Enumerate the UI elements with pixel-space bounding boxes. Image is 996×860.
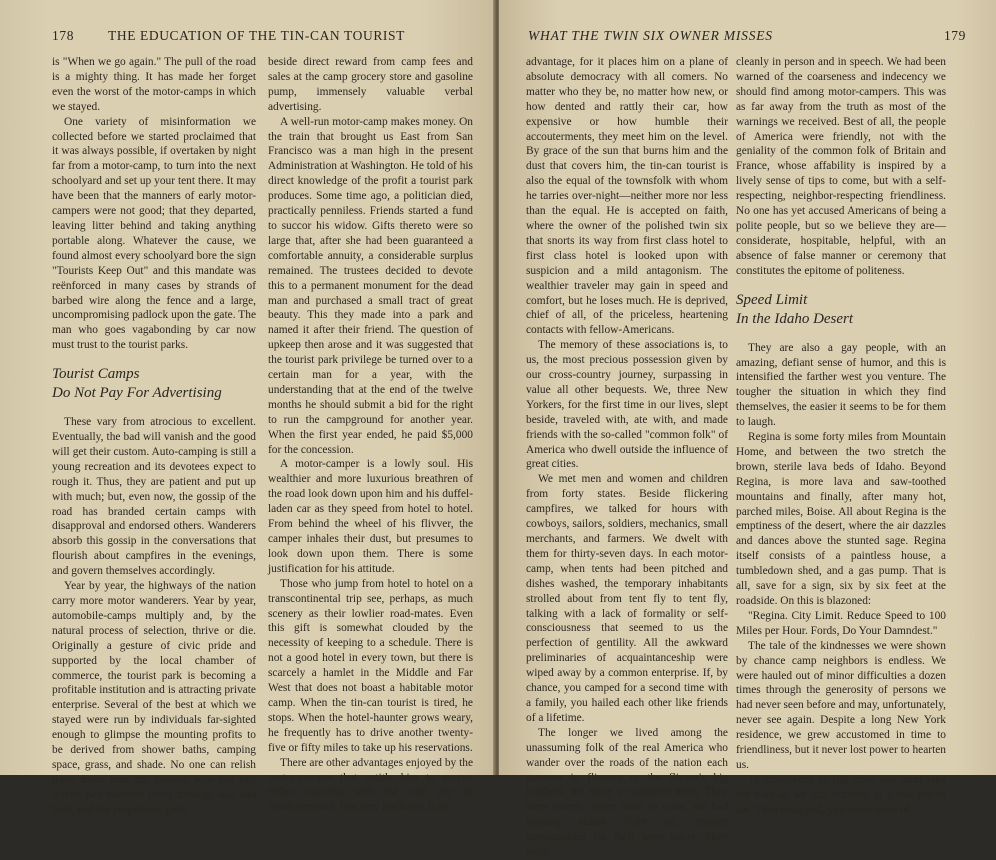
paragraph: "Regina. City Limit. Reduce Speed to 100 Miles per Hour. Fords, Do Your Damndest." [736,609,946,637]
paragraph: is "When we go again." The pull of the road is a mighty thing. It has made her forget even the worst of the motor-camps in which we stayed. [52,56,256,113]
paragraph: Regina is some forty miles from Mountain Home, and between the two stretch the brown, sterile lava beds of Idaho. Beyond Regina, is more lava and saw-toothed mountains and finally, after many hot, parched miles, Boise. All about Regina is the emptiness of the desert, where the air dazzles and dances above the stunted sage. Regina itself consists of a paintless house, a tumbledown shed, and a gas pump. That is all, save for a sign, six by six feet at the roadside. On this is blazoned: [736,431,946,607]
paragraph: The memory of these associations is, to us, the most precious possession given by our cross-country journey, surpassing in value all other bequests. We, three New Yorkers, for the first time in our lives, slept beside, traveled with, ate with, and made friends with the so-called "common folk" of America who dwell outside the influence of great cities. [526,339,728,471]
paragraph: To experience its full flow, one must take the road as we did, humbly, in a low-priced car. Thus equipped, you rouse none of [736,773,946,816]
left-column-2 [268,55,473,815]
paragraph: The longer we lived among the unassuming folk of the real America who wander over the roads of the nation each summer in flivvers or the flivver's big brothers, the more we admired them. They were honest. From coast to coast, we had nothing stolen from us, though opportunities for theft were many. They were [526,726,728,859]
paragraph: There are other advantages enjoyed by the motor-camper that entitle him to survey richer travelers with the cold eye of condescension. His very lowliness is an [268,756,473,814]
paragraph: Those who jump from hotel to hotel on a transcontinental trip see, perhaps, as much scenery as their lowlier road-mates. Even this gift is somewhat clouded by the necessity of keeping to a schedule. There is not a good hotel in every town, but there is scarcely a hamlet in the Middle and Far West that does not boast a habitable motor camp. When the tin-can tourist is tired, he stops. When the hotel-haunter grows weary, he frequently has to drive another twenty-five or fifty miles to take up his reservations. [268,577,473,754]
page-number: 179 [943,28,966,43]
right-page [499,0,996,859]
paragraph: We met men and women and children from forty states. Beside flickering campfires, we talked for hours with cowboys, sailors, soldiers, mechanics, small merchants, and farmers. We dwelt with them for thirty-seven days. In each motor-camp, when tents had been pitched and dishes washed, the temporary inhabitants strolled about from tent fly to tent fly, talking with a lack of formality or self-consciousness that seemed to us the perfection of gentility. All the awkward preliminaries of acquaintanceship were wiped away by a common enterprise. If, by chance, you camped for a second time with a family, you hailed each other like friends of a lifetime. [526,473,728,724]
paragraph: A motor-camper is a lowly soul. His wealthier and more luxurious breathren of the road look down upon him and his duffel-laden car as they speed from hotel to hotel. From behind the wheel of his flivver, the camper inhales their dust, but presumes to look down upon them. There is some justification for his attitude. [268,458,473,575]
left-page [0,0,495,816]
running-title: WHAT THE TWIN SIX OWNER MISSES [528,28,773,43]
paragraph: advantage, for it places him on a plane of absolute democracy with all comers. No matter who they be, no matter how new, or how dented and rattly their car, how expensive or how humble their accouterments, they meet him on the level. By grace of the sun that burns him and the dust that covers him, the tin-can tourist is also the equal of the townsfolk with whom he tarries over-night—neither more nor less than the equal. He is accepted on faith, where the owner of the polished twin six that snorts its way from first class hotel to first class hotel is looked upon with suspicion and a mild antagonism. The wealthier traveler may gain in speed and comfort, but he loses much. He is deprived, chief of all, of the priceless, heartening contacts with fellow-Americans. [526,56,728,337]
left-column-1 [52,55,256,818]
paragraph: beside direct reward from camp fees and sales at the camp grocery store and gasoline pump, immensely valuable verbal advertising. [268,56,473,113]
section-heading [52,365,256,403]
right-column-1 [526,55,728,860]
right-running-head [499,28,996,46]
paragraph: Year by year, the highways of the nation carry more motor wanderers. Year by year, automobile-camps multiply and, by the natural process of selection, thrive or die. Originally a gesture of civic pride and supported by the local chamber of commerce, the tourist park is becoming a profitable institution and is attracting private enterprise. Several of the best at which we stayed were run by individuals far-sighted enough to glimpse the mounting profits to be derived from shower baths, camping space, grass, and shade. No one can relish these more than the traveler who has just driven two hundred miles through dust and heat, and the proprietors gain, [52,580,256,816]
page-number: 178 [52,28,75,43]
section-heading-line: Speed Limit [736,291,808,308]
section-heading [736,291,946,329]
paragraph: These vary from atrocious to excellent. Eventually, the bad will vanish and the good will get their custom. Auto-camping is still a young recreation and its devotees expect to rough it. Thus, they are patient and put up with much; but, even now, the gossip of the road has branded certain camps with disapproval and endorsed others. Wanderers absorb this gossip in the conversations that flourish about campfires in the evenings, and govern themselves accordingly. [52,416,256,578]
left-running-head [0,28,495,46]
section-heading-line: Tourist Camps [52,366,140,383]
running-title: THE EDUCATION OF THE TIN-CAN TOURIST [108,28,405,43]
section-heading-line: In the Idaho Desert [736,310,854,327]
paragraph: The tale of the kindnesses we were shown by chance camp neighbors is endless. We were hauled out of minor difficulties a dozen times through the generosity of persons we had never seen before and may, unfortunately, never see again. Despite a long New York residence, we grew accustomed in time to friendliness, but it never lost power to hearten us. [736,639,946,771]
right-column-2 [736,55,946,818]
paragraph: cleanly in person and in speech. We had been warned of the coarseness and indecency we should find among motor-campers. This was as far away from the truth as most of the warnings we received. Best of all, the people of America were friendly, not with the geniality of the common folk of Britain and France, whose affability is inspired by a lively sense of tips to come, but with a self-respecting, neighbor-respecting friendliness. No one has yet accused Americans of being a polite people, but so we believe they are—considerate, hospitable, helpful, with an absence of false manner or ceremony that constitutes the epitome of politeness. [736,56,946,277]
section-heading-line: Do Not Pay For Advertising [52,385,222,402]
paragraph: One variety of misinformation we collected before we started proclaimed that it was always possible, if overtaken by night far from a motor-camp, to turn into the next schoolyard and set up your tent there. It may have been that the manners of early motor-campers were not good; that they departed, leaving litter behind and taking anything portable along. Whatever the cause, we found almost every schoolyard bore the sign "Tourists Keep Out" and this mandate was reënforced in many cases by strands of barbed wire along the fence and a large, uncompromising padlock upon the gate. The man who goes vagabonding by car now must trust to the tourist parks. [52,115,256,352]
paragraph: A well-run motor-camp makes money. On the train that brought us East from San Francisco was a man high in the present Administration at Washington. He told of his direct knowledge of the profit a tourist park produces. Some time ago, a politician died, practically penniless. Friends started a fund to succor his widow. Gifts thereto were so large that, after she had been guaranteed a comfortable annuity, a considerable surplus remained. The trustees decided to devote this to a permanent monument for the dead man and purchased a small tract of great beauty. This they made into a park and named it after their friend. The question of upkeep then arose and it was suggested that the tourist park privilege be turned over to a certain man for a year, with the understanding that at the end of the twelve months he should submit a bid for the right to run the campground for another year. When the first year ended, he paid $5,000 for the concession. [268,115,473,456]
paragraph: They are also a gay people, with an amazing, defiant sense of humor, and this is intensified the farther west you venture. The tougher the situation in which they find themselves, the easier it seems to be for them to laugh. [736,341,946,429]
